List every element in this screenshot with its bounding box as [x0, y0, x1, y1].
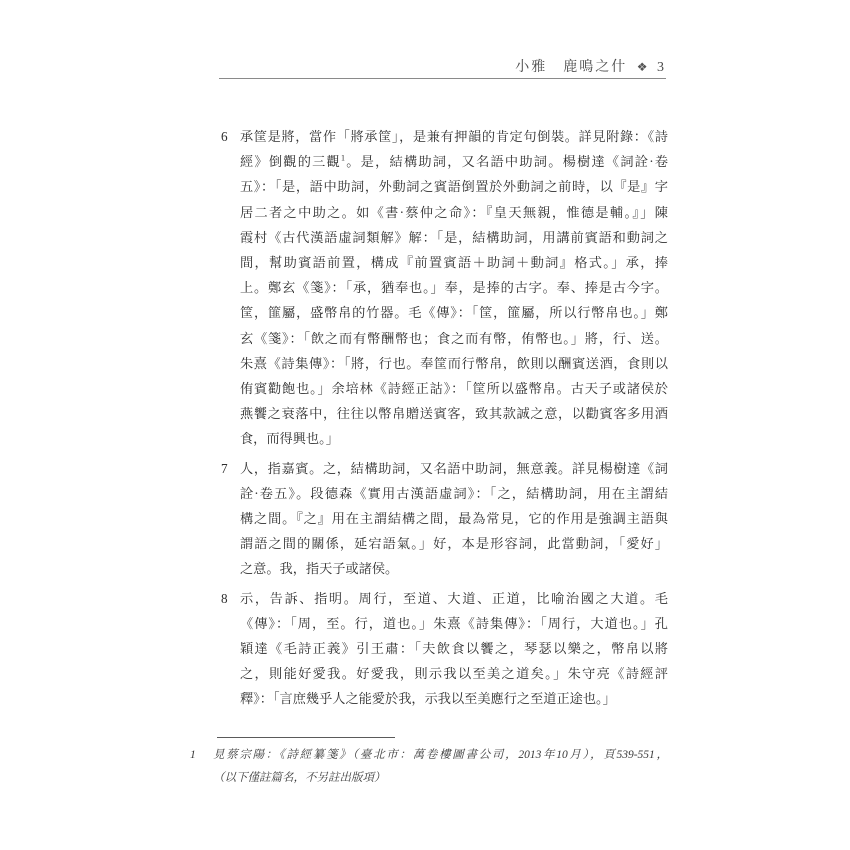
annotation-line: 燕饗之衰落中，往往以幣帛贈送賓客，致其款誠之意，以勸賓客多用酒 [240, 406, 668, 422]
annotation-line: 筐，篚屬，盛幣帛的竹器。毛《傳》：「筐，篚屬，所以行幣帛也。」鄭 [240, 305, 668, 321]
annotation-line: 之，則能好愛我。好愛我，則示我以至美之道矣。」朱守亮《詩經評 [240, 666, 668, 682]
annotation-line: 上。鄭玄《箋》：「承，猶奉也。」奉，是捧的古字。奉、捧是古今字。 [240, 280, 668, 296]
annotation-number: 6 [221, 129, 228, 144]
annotation-number: 8 [221, 590, 228, 606]
annotation-paragraph [221, 124, 668, 452]
annotation-line: 經》倒觀的三觀$^1$。是，結構助詞，又名語中助詞。楊樹達《詞詮·卷 [240, 153, 669, 170]
annotation-line: 《傳》：「周，至。行，道也。」朱熹《詩集傳》：「周行，大道也。」孔 [240, 615, 668, 631]
annotation-line: 承筐是將，當作「將承筐」，是兼有押韻的肯定句倒裝。詳見附錄：《詩 [240, 129, 668, 144]
annotation-line: 食，而得興也。」 [240, 431, 339, 447]
header-rule [219, 78, 666, 79]
annotations [221, 124, 668, 716]
annotation-line: 構之間。『之』用在主謂結構之間，最為常見，它的作用是強調主語與 [240, 511, 668, 527]
footnote [190, 744, 668, 790]
annotation-line: 玄《箋》：「飲之而有幣酬幣也；食之而有幣，侑幣也。」將，行、送。 [240, 330, 668, 346]
annotation-paragraph [221, 456, 668, 582]
annotation-line: 霞村《古代漢語虛詞類解》解：「是，結構助詞，用講前賓語和動詞之 [240, 229, 668, 245]
annotation-paragraph [221, 586, 668, 712]
footnote-line: 見蔡宗陽：《詩經纂箋》（臺北市：萬卷樓圖書公司，2013年10月），頁539-551， [213, 749, 668, 761]
annotation-line: 謂語之間的關係，延宕語氣。」好，本是形容詞，此當動詞，「愛好」 [240, 536, 668, 552]
section-title: 小雅 鹿鳴之什 [515, 60, 628, 75]
footnote-rule [217, 737, 395, 738]
annotation-line: 五》：「是，語中助詞，外動詞之賓語倒置於外動詞之前時，以『是』字 [240, 179, 668, 195]
page-number: 3 [657, 60, 666, 75]
annotation-line: 人，指嘉賓。之，結構助詞，又名語中助詞，無意義。詳見楊樹達《詞 [240, 460, 668, 476]
annotation-line: 居二者之中助之。如《書·蔡仲之命》：『皇天無親，惟德是輔。』」陳 [240, 204, 668, 220]
footnote-body [213, 744, 668, 790]
footnote-marker: 1 [341, 153, 345, 163]
footnote-number: 1 [190, 749, 196, 761]
annotation-line: 間，幫助賓語前置，構成『前置賓語＋助詞＋動詞』格式。」承，捧 [240, 255, 668, 271]
annotation-line: 之意。我，指天子或諸侯。 [240, 561, 399, 577]
footnote-line: （以下僅註篇名，不另註出版項） [213, 772, 386, 784]
annotation-body [240, 124, 668, 452]
annotation-number: 7 [221, 460, 228, 476]
annotation-body [240, 456, 668, 582]
diamond-ornament-icon: ❖ [636, 60, 648, 74]
annotation-line: 穎達《毛詩正義》引王肅：「夫飲食以饗之，琴瑟以樂之，幣帛以將 [240, 641, 668, 657]
annotation-line: 示，告訴、指明。周行，至道、大道、正道，比喻治國之大道。毛 [240, 590, 668, 606]
annotation-line: 詮·卷五》。段德森《實用古漢語虛詞》：「之，結構助詞，用在主謂結 [240, 485, 668, 501]
running-header [220, 56, 666, 76]
annotation-line: 釋》：「言庶幾乎人之能愛於我，示我以至美應行之至道正途也。」 [240, 691, 616, 707]
annotation-line: 朱熹《詩集傳》：「將，行也。奉筐而行幣帛，飲則以酬賓送酒，食則以 [240, 355, 668, 371]
annotation-line: 侑賓勸飽也。」余培林《詩經正詁》：「筐所以盛幣帛。古天子或諸侯於 [240, 381, 668, 397]
annotation-body [240, 586, 668, 712]
